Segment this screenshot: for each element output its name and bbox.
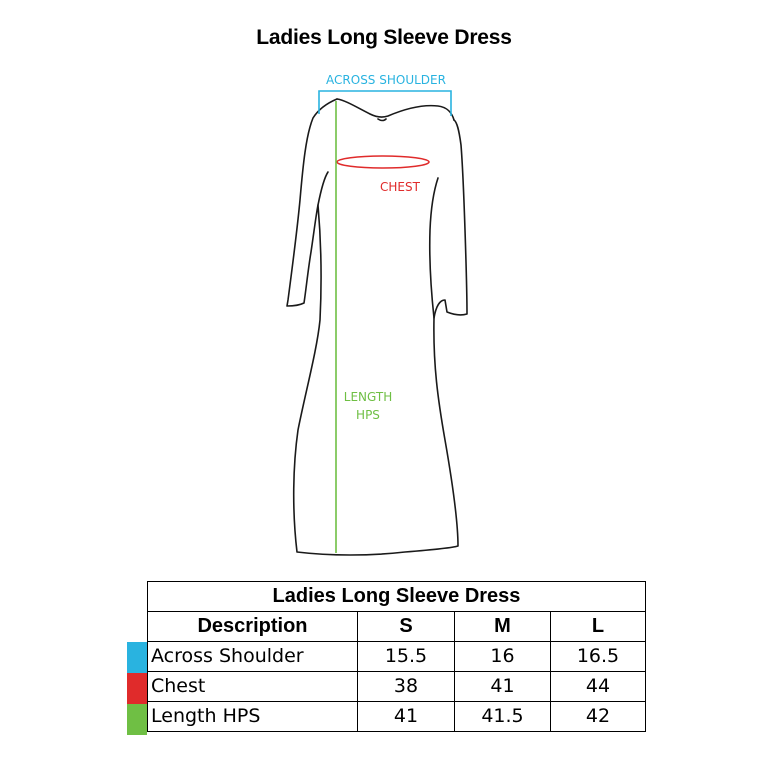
length-label: LENGTH	[343, 390, 393, 404]
cell-value: 44	[551, 672, 646, 702]
chest-marker	[337, 156, 429, 168]
page-title: Ladies Long Sleeve Dress	[256, 26, 512, 49]
row-description: Length HPS	[148, 702, 358, 732]
across-shoulder-label: ACROSS SHOULDER	[326, 73, 446, 87]
length-hps-swatch	[127, 704, 147, 735]
across-shoulder-swatch	[127, 642, 147, 673]
table-row	[148, 642, 646, 672]
header-size-m: M	[455, 612, 551, 642]
table-title: Ladies Long Sleeve Dress	[148, 582, 646, 612]
across-shoulder-marker	[319, 91, 451, 116]
cell-value: 41.5	[455, 702, 551, 732]
table-row	[148, 702, 646, 732]
chest-label: CHEST	[380, 180, 420, 194]
hps-label: HPS	[356, 408, 380, 422]
cell-value: 38	[358, 672, 455, 702]
cell-value: 16	[455, 642, 551, 672]
header-size-l: L	[551, 612, 646, 642]
cell-value: 42	[551, 702, 646, 732]
cell-value: 41	[455, 672, 551, 702]
table-title-row	[148, 582, 646, 612]
chest-swatch	[127, 673, 147, 704]
row-description: Across Shoulder	[148, 642, 358, 672]
header-size-s: S	[358, 612, 455, 642]
header-description: Description	[148, 612, 358, 642]
row-description: Chest	[148, 672, 358, 702]
cell-value: 15.5	[358, 642, 455, 672]
table-row	[148, 672, 646, 702]
size-table	[147, 581, 646, 732]
cell-value: 16.5	[551, 642, 646, 672]
cell-value: 41	[358, 702, 455, 732]
table-header-row	[148, 612, 646, 642]
